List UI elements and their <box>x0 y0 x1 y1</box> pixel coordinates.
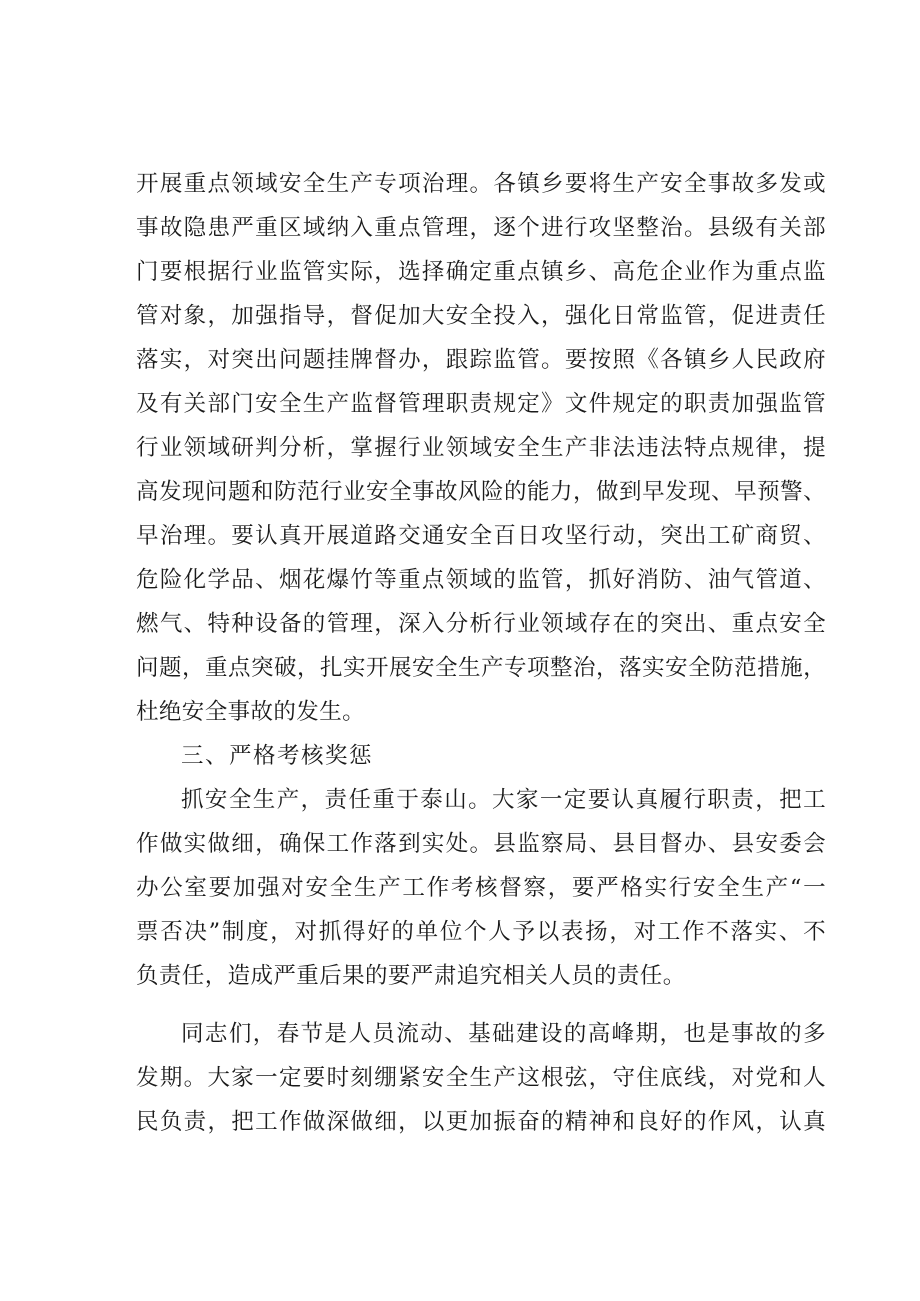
paragraph-2-line-5: 负责任，造成严重后果的要严肃追究相关人员的责任。 <box>136 963 686 989</box>
paragraph-1-line-10: 危险化学品、烟花爆竹等重点领域的监管，抓好消防、油气管道、 <box>136 567 826 593</box>
paragraph-1-line-7: 行业领域研判分析，掌握行业领域安全生产非法违法特点规律，提 <box>136 435 826 461</box>
section-heading: 三、严格考核奖惩 <box>181 743 374 769</box>
paragraph-1-line-11: 燃气、特种设备的管理，深入分析行业领域存在的突出、重点安全 <box>136 611 826 637</box>
paragraph-1-line-4: 管对象，加强指导，督促加大安全投入，强化日常监管，促进责任 <box>136 303 826 329</box>
paragraph-1-line-8: 高发现问题和防范行业安全事故风险的能力，做到早发现、早预警、 <box>136 479 826 505</box>
paragraph-2-line-2: 作做实做细，确保工作落到实处。县监察局、县目督办、县安委会 <box>136 831 826 857</box>
paragraph-1-line-13: 杜绝安全事故的发生。 <box>136 699 366 725</box>
paragraph-1-line-9: 早治理。要认真开展道路交通安全百日攻坚行动，突出工矿商贸、 <box>136 523 826 549</box>
paragraph-2-line-1: 抓安全生产，责任重于泰山。大家一定要认真履行职责，把工 <box>181 787 826 813</box>
paragraph-1-line-1: 开展重点领域安全生产专项治理。各镇乡要将生产安全事故多发或 <box>136 171 826 197</box>
paragraph-1-line-5: 落实，对突出问题挂牌督办，跟踪监管。要按照《各镇乡人民政府 <box>136 347 826 373</box>
paragraph-2-line-3: 办公室要加强对安全生产工作考核督察，要严格实行安全生产“一 <box>136 875 826 901</box>
paragraph-3-line-1: 同志们，春节是人员流动、基础建设的高峰期，也是事故的多 <box>181 1021 826 1047</box>
paragraph-2-line-4: 票否决”制度，对抓得好的单位个人予以表扬，对工作不落实、不 <box>136 919 826 945</box>
paragraph-1-line-3: 门要根据行业监管实际，选择确定重点镇乡、高危企业作为重点监 <box>136 259 826 285</box>
paragraph-3-line-2: 发期。大家一定要时刻绷紧安全生产这根弦，守住底线，对党和人 <box>136 1065 826 1091</box>
paragraph-3-line-3: 民负责，把工作做深做细，以更加振奋的精神和良好的作风，认真 <box>136 1109 826 1135</box>
paragraph-1-line-6: 及有关部门安全生产监督管理职责规定》文件规定的职责加强监管 <box>136 391 826 417</box>
paragraph-1-line-12: 问题，重点突破，扎实开展安全生产专项整治，落实安全防范措施， <box>136 655 826 681</box>
paragraph-1-line-2: 事故隐患严重区域纳入重点管理，逐个进行攻坚整治。县级有关部 <box>136 215 826 241</box>
